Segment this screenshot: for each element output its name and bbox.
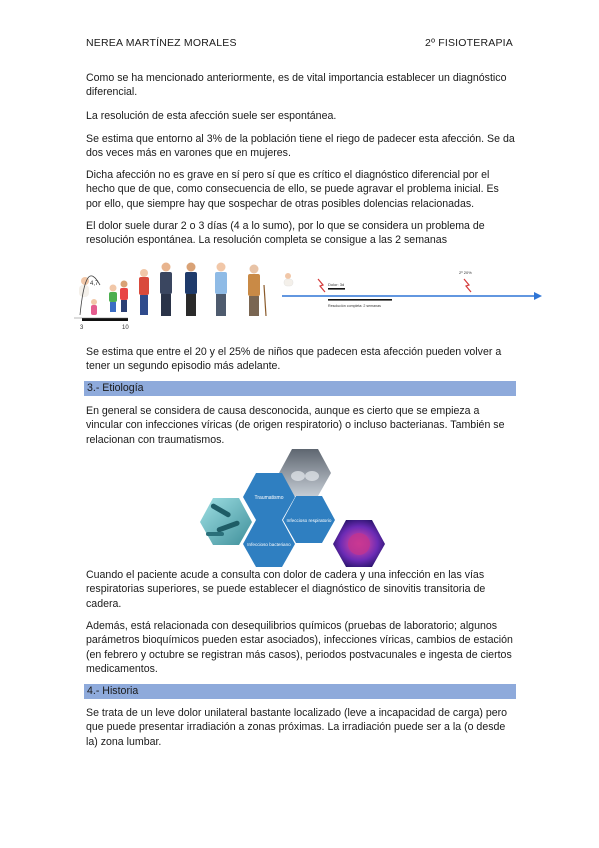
timeline-label-pain: Dolor: 3d — [328, 282, 345, 287]
header-course: 2º FISIOTERAPIA — [425, 37, 513, 49]
child-figure-boy — [109, 285, 117, 313]
pain-duration-bar — [328, 288, 345, 290]
paragraph-associations: Además, está relacionada con desequilibrios químicos (pruebas de laboratorio; algunos parámetros bioquímicos pueden estar asociados), infecciones víricas, cambios de estación (en febrero y octubre se registran más casos), periodos postvacunales e ingesta de ciertos medicamentos. — [86, 620, 513, 676]
elderly-figure — [248, 265, 266, 317]
adult-figure-man — [185, 263, 197, 317]
timeline-label-resolution: Resolución completa: 2 semanas — [328, 304, 381, 308]
peak-age-label: 4,7 — [90, 281, 99, 287]
causes-hexagon-figure — [196, 446, 386, 570]
child-figure-girl — [120, 281, 128, 313]
paragraph-resolution: La resolución de esta afección suele ser espontánea. — [86, 110, 337, 122]
baby-icon-timeline — [284, 273, 293, 286]
timeline-label-recurrence: 2º 20% — [459, 270, 472, 275]
paragraph-severity: Dicha afección no es grave en sí pero sí que es crítico el diagnóstico diferencial por el hecho que de que, como consecuencia de ello, se puede agravar el problema inicial. Es por ello, que siempre hay que sospechar de otras posibles dolencias relacionadas. — [86, 169, 499, 210]
paragraph-prevalence: Se estima que entorno al 3% de la población tiene el riego de padecer esta afección. Se da dos veces más en varones que en mujeres. — [86, 133, 515, 160]
paragraph-history: Se trata de un leve dolor unilateral bastante localizado (leve a incapacidad de carga) pero que puede presentar irradiación a zonas próximas. La irradiación puede ser a la (o desde la) zona lumbar. — [86, 707, 508, 748]
header-author: NEREA MARTÍNEZ MORALES — [86, 37, 237, 49]
trauma-label: Traumatismo — [254, 495, 284, 501]
paragraph-pain-duration: El dolor suele durar 2 o 3 días (4 a lo sumo), por lo que se considera un problema de resolución espontánea. La resolución completa se consigue a las 2 semanas — [86, 220, 485, 247]
paragraph-diagnosis: Cuando el paciente acude a consulta con dolor de cadera y una infección en las vías respiratorias superiores, se puede establecer el diagnóstico de sinovitis transitoria de cadera. — [86, 569, 486, 610]
age-end-label: 10 — [122, 325, 129, 331]
adult-figure-suit — [160, 263, 172, 317]
recurrence-bolt-icon — [464, 279, 471, 292]
adult-figure-casual — [215, 263, 227, 317]
age-timeline-figure — [66, 255, 546, 335]
section-heading-historia: 4.- Historia — [84, 684, 516, 699]
teen-figure — [139, 269, 149, 315]
resolution-duration-bar — [328, 299, 392, 301]
child-figure-small — [91, 299, 97, 315]
paragraph-recurrence: Se estima que entre el 20 y el 25% de niños que padecen esta afección pueden volver a tener un segundo episodio más adelante. — [86, 346, 502, 373]
pain-bolt-icon — [318, 279, 325, 292]
paragraph-etiology: En general se considera de causa desconocida, aunque es cierto que se empieza a vincular con infecciones víricas (de origen respiratorio) o incluso bacterianas. También se relacionan con traumatismos. — [86, 405, 505, 446]
age-start-label: 3 — [80, 325, 84, 331]
bacterial-label: Infeccioso bacteriano — [247, 542, 291, 547]
bacteria-image-hexagon — [200, 498, 252, 545]
paragraph-differential-diagnosis: Como se ha mencionado anteriormente, es de vital importancia establecer un diagnóstico diferencial. — [86, 72, 507, 99]
timeline-arrow-head — [534, 292, 542, 300]
respiratory-label: Infeccioso respiratorio — [286, 518, 332, 523]
section-heading-etiologia: 3.- Etiología — [84, 381, 516, 396]
age-range-bar — [82, 318, 128, 321]
